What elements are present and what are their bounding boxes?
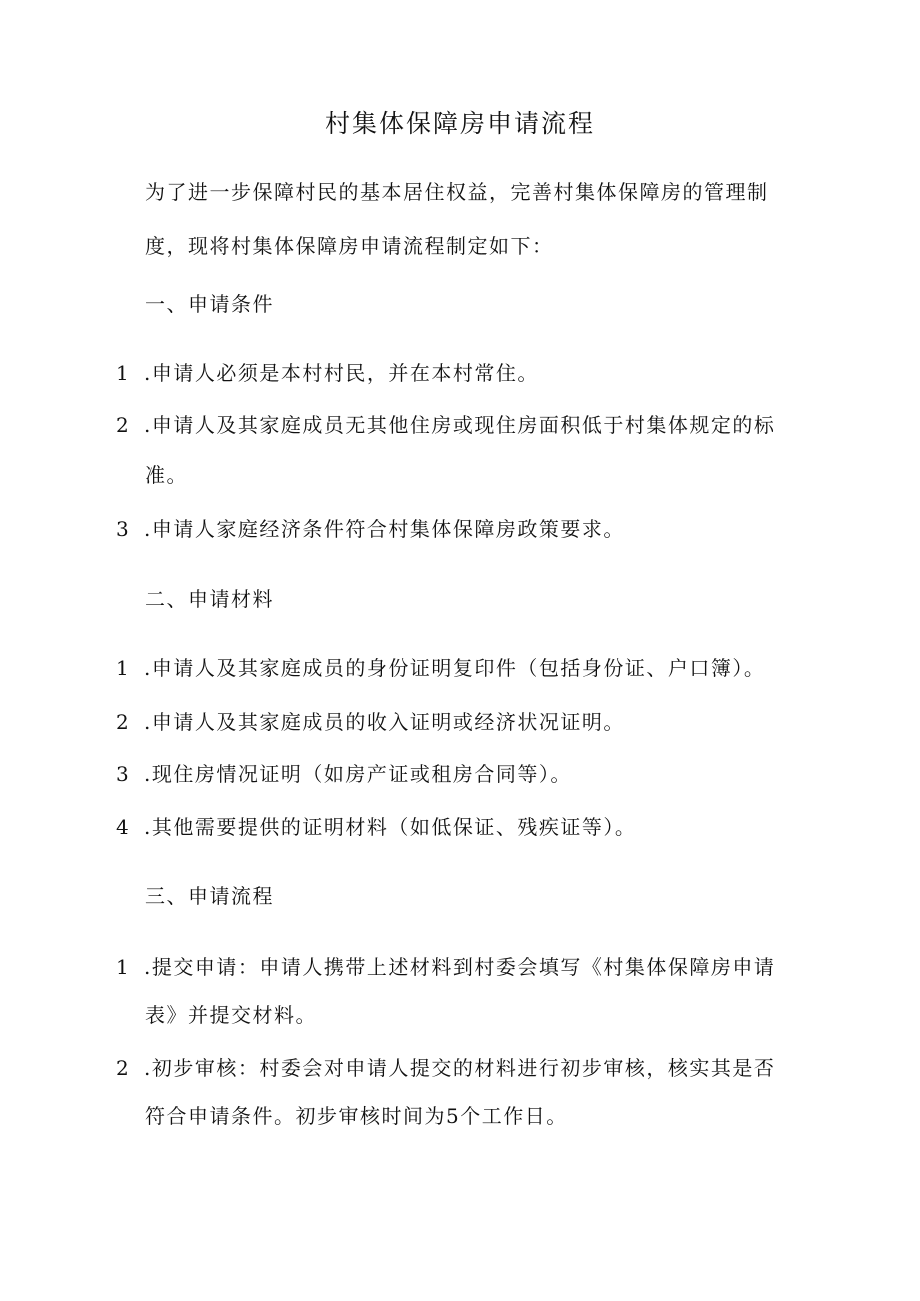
item-text: .初步审核：村委会对申请人提交的材料进行初步审核，核实其是否: [144, 1056, 776, 1080]
item-text-continuation: 表》并提交材料。: [145, 1003, 317, 1027]
item-text: .申请人必须是本村村民，并在本村常住。: [144, 361, 539, 385]
section-heading-process: 三、申请流程: [145, 884, 274, 908]
page-title: 村集体保障房申请流程: [324, 109, 595, 138]
list-item: [116, 940, 775, 994]
item-text: .申请人家庭经济条件符合村集体保障房政策要求。: [144, 517, 625, 541]
item-number: 4: [116, 815, 131, 839]
item-text: .申请人及其家庭成员无其他住房或现住房面积低于村集体规定的标: [144, 413, 776, 437]
item-text: .其他需要提供的证明材料（如低保证、残疾证等）。: [144, 815, 637, 839]
intro-line-2: 度，现将村集体保障房申请流程制定如下：: [145, 234, 554, 258]
item-number: 1: [116, 361, 131, 385]
item-number: 3: [116, 762, 131, 786]
item-number: 3: [116, 517, 131, 541]
item-text-continuation: 准。: [145, 463, 188, 487]
list-item: [116, 641, 765, 695]
intro-line-1: 为了进一步保障村民的基本居住权益，完善村集体保障房的管理制: [145, 180, 769, 204]
list-item: [116, 695, 625, 749]
item-text: .提交申请：申请人携带上述材料到村委会填写《村集体保障房申请: [144, 955, 776, 979]
list-item: [116, 1041, 775, 1095]
list-item: [116, 747, 572, 801]
item-number: 1: [116, 656, 131, 680]
item-number: 1: [116, 955, 131, 979]
list-item: [116, 398, 775, 452]
item-number: 2: [116, 710, 131, 734]
item-number: 2: [116, 1056, 131, 1080]
item-text: .申请人及其家庭成员的身份证明复印件（包括身份证、户口簿）。: [144, 656, 766, 680]
section-heading-conditions: 一、申请条件: [145, 292, 274, 316]
item-text: .现住房情况证明（如房产证或租房合同等）。: [144, 762, 572, 786]
list-item: [116, 346, 539, 400]
list-item: [116, 502, 625, 556]
item-number: 2: [116, 413, 131, 437]
item-text: .申请人及其家庭成员的收入证明或经济状况证明。: [144, 710, 625, 734]
list-item: [116, 800, 636, 854]
item-text-continuation: 符合申请条件。初步审核时间为5个工作日。: [145, 1104, 568, 1128]
section-heading-materials: 二、申请材料: [145, 587, 274, 611]
